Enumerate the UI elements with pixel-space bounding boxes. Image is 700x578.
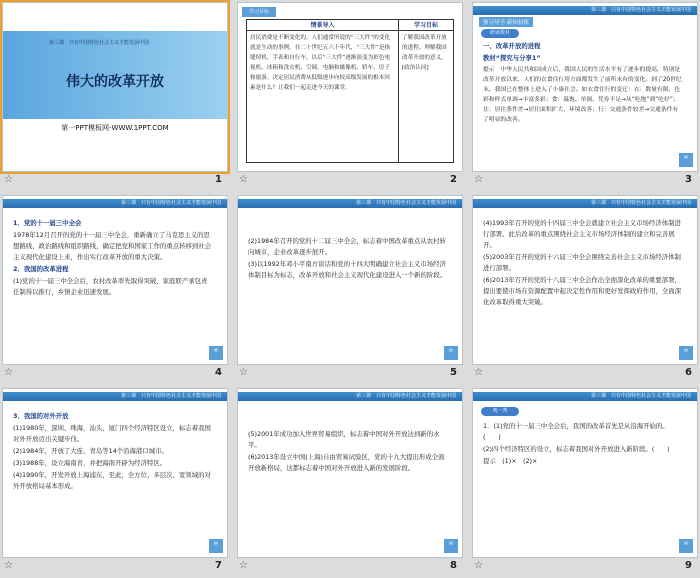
corner-icon: ▤ [209, 346, 223, 360]
slide-number: 9 [685, 560, 692, 571]
table-left-column [247, 20, 399, 162]
slide-body [483, 41, 683, 126]
body-line: (5)2001年成功加入世界贸易组织，标志着中国对外开放达到新的水平。 [248, 430, 440, 449]
corner-icon: ▤ [679, 539, 693, 553]
slide-top-area [3, 3, 227, 29]
slide-cell-9[interactable] [470, 386, 700, 578]
slide-number: 6 [685, 367, 692, 378]
table-header-left: 情景导入 [247, 20, 398, 31]
slide-header-strip [473, 389, 697, 403]
corner-icon: ▤ [679, 346, 693, 360]
slide-thumbnail[interactable] [2, 2, 228, 172]
slide-header-strip [238, 196, 462, 210]
strip-text: 第三课 只有中国特色社会主义才能发展中国 [590, 393, 691, 399]
body-line: (4)1990年，开发开放上海浦东，至此，全方位、多层次、宽领域的对外开放格局基本形成。 [13, 471, 211, 490]
body-line: (5)2003年召开的党的十六届三中全会围绕完善社会主义市场经济体制进行部署。 [483, 253, 681, 272]
slide-header-strip [238, 389, 462, 403]
body-line: 提示 中华人民共和国成立后，我国人民的生活水平有了逐步的提高，特别是改革开放以来，人们的衣食住行用方面都发生了前所未有的变化。到了20世纪末，我国已在整体上进入了小康社会。如衣食住行的变迁：衣：数量有限、色彩和样式单调→丰富多彩；食：温饱、单调、凭券不足→从“吃饱”到“吃好”；住：居住条件差→居住面积扩大、环境改善；行：交通条件较差→交通条件有了明显的改善。 [483, 67, 682, 123]
section-heading: 预习导学·新知初探 [479, 17, 533, 27]
strip-text: 第三课 只有中国特色社会主义才能发展中国 [120, 200, 221, 206]
slide-footer [237, 560, 463, 576]
slide-thumbnail[interactable] [472, 388, 698, 558]
section-pill: 判一判 [481, 407, 519, 416]
strip-text: 第三课 只有中国特色社会主义才能发展中国 [590, 200, 691, 206]
slide-thumbnail[interactable] [472, 2, 698, 172]
body-line: (1)1980年，深圳、珠海、汕头、厦门四个经济特区设立，标志着我国对外开放迈出关键步伐。 [13, 424, 211, 443]
slide-body [13, 411, 213, 493]
body-line: 3．我国的对外开放 [13, 412, 69, 420]
slide-cell-7[interactable] [0, 386, 233, 578]
slide-body [483, 218, 683, 309]
slide-cell-4[interactable] [0, 193, 233, 385]
star-icon[interactable]: ☆ [474, 367, 483, 378]
corner-icon: ▤ [444, 346, 458, 360]
slide-number: 8 [450, 560, 457, 571]
title-band [3, 31, 227, 119]
slide-thumbnail[interactable] [2, 388, 228, 558]
slide-header-strip [3, 389, 227, 403]
slide-footer-text: 第一PPT模板网-WWW.1PPT.COM [61, 124, 169, 132]
slide-header-strip [473, 3, 697, 17]
strip-text: 第三课 只有中国特色社会主义才能发展中国 [590, 7, 691, 13]
body-line: (6)2013年召开的党的十八届三中全会作出全面深化改革的重要部署，提出要使市场在资源配置中起决定性作用和更好发挥政府作用，全面深化改革取得重大突破。 [483, 276, 682, 306]
slide-thumbnail[interactable] [237, 388, 463, 558]
star-icon[interactable]: ☆ [4, 174, 13, 185]
slide-number: 1 [215, 174, 222, 185]
body-line: 1．党的十一届三中全会 [13, 219, 82, 227]
corner-icon: ▤ [679, 153, 693, 167]
strip-text: 第三课 只有中国特色社会主义才能发展中国 [120, 393, 221, 399]
strip-text: 第三课 只有中国特色社会主义才能发展中国 [355, 393, 456, 399]
slide-cell-6[interactable] [470, 193, 700, 385]
slide-tag: 学习目标 [242, 7, 276, 17]
star-icon[interactable]: ☆ [474, 560, 483, 571]
body-line: 一、改革开放的进程 [483, 42, 541, 50]
slide-cell-3[interactable] [470, 0, 700, 192]
body-line: (2)1984年，开放了大连、青岛等14个沿海港口城市。 [13, 447, 168, 455]
body-line: (1)党的十一届三中全会后，农村改革率先取得突破，家庭联产承包责任制得以推行，乡镇企业迅速发展。 [13, 277, 208, 296]
slide-cell-5[interactable] [235, 193, 468, 385]
slide-subtitle: 第三课 只有中国特色社会主义才能发展中国 [49, 40, 150, 46]
slide-cell-8[interactable] [235, 386, 468, 578]
star-icon[interactable]: ☆ [474, 174, 483, 185]
body-line: 1978年12月召开的党的十一届三中全会，重新确立了马克思主义的思想路线、政治路线和组织路线，确定把党和国家工作的重点转移到社会主义现代化建设上来，作出实行改革开放的重大决策。 [13, 231, 212, 261]
slide-number: 5 [450, 367, 457, 378]
slide-body [13, 218, 213, 299]
star-icon[interactable]: ☆ [239, 174, 248, 185]
slide-header-strip [473, 196, 697, 210]
table-left-text: 居民消费是不断变化的。人们通常所说的“三大件”的变化就是生动的事例。在二十世纪五六十年代，“三大件”是指缝纫机、手表和自行车。以后“三大件”逐渐演变为彩色电视机、冰箱和洗衣机、空调、电脑和摄像机、轿车、房子和旅游。决定居民消费从低级逐步向较高级发展的根本因素是什么？让我们一起走进今天的课堂。 [250, 35, 391, 91]
body-line: 教材“探究与分享1” [483, 54, 541, 62]
strip-text: 第三课 只有中国特色社会主义才能发展中国 [355, 200, 456, 206]
slide-footer [472, 367, 698, 383]
table-right-text: 了解我国改革开放的进程。理解我国改革开放的意义。[政治认同] [402, 35, 447, 71]
slide-body [483, 421, 683, 468]
slide-number: 2 [450, 174, 457, 185]
corner-icon: ▤ [209, 539, 223, 553]
slide-footer [2, 560, 228, 576]
slide-cell-2[interactable] [235, 0, 468, 192]
body-line: (2)四个经济特区的设立，标志着我国对外开放进入新阶段。( ) [483, 445, 670, 453]
slide-footer [472, 560, 698, 576]
body-line: 1．(1)党的十一届三中全会后，我国的改革首先是从沿海开始的。( ) [483, 422, 669, 441]
slide-thumbnail[interactable] [237, 195, 463, 365]
star-icon[interactable]: ☆ [4, 560, 13, 571]
slide-header-strip [3, 196, 227, 210]
body-line: 2．我国的改革进程 [13, 265, 69, 273]
slide-body [248, 429, 448, 475]
slide-footer [237, 367, 463, 383]
body-line: (2)1984年召开的党的十二届三中全会，标志着中国改革重点从农村转向城市，企业改革逐步展开。 [248, 237, 446, 256]
slide-number: 3 [685, 174, 692, 185]
body-line: (3)以1992年邓小平南方谈话和党的十四大明确建立社会主义市场经济体制目标为标志，改革开放和社会主义现代化建设进入一个新的阶段。 [248, 260, 447, 279]
table-right-column [399, 20, 453, 162]
corner-icon: ▤ [444, 539, 458, 553]
slide-footer [2, 367, 228, 383]
slide-footer [2, 174, 228, 190]
body-line: (6)2013年设立中国(上海)自由贸易试验区，党的十九大提出形成全面开放新格局，这都标志着中国对外开放进入新的发展阶段。 [248, 453, 445, 472]
slide-number: 7 [215, 560, 222, 571]
slide-cell-1[interactable] [0, 0, 233, 192]
table-header-right: 学习目标 [399, 20, 453, 31]
slide-thumbnail[interactable] [472, 195, 698, 365]
slide-number: 4 [215, 367, 222, 378]
body-line: 提示 (1)× (2)× [483, 457, 538, 465]
section-pill: 研读教材 [481, 29, 519, 38]
slide-footer [472, 174, 698, 190]
slide-thumbnail[interactable] [237, 2, 463, 172]
star-icon[interactable]: ☆ [4, 367, 13, 378]
star-icon[interactable]: ☆ [239, 367, 248, 378]
body-line: (4)1993年召开的党的十四届三中全会就建立社会主义市场经济体制进行部署。此后改革的重点围绕社会主义市场经济体制的建立和完善展开。 [483, 219, 681, 249]
slide-thumbnail[interactable] [2, 195, 228, 365]
intro-table [246, 19, 454, 163]
star-icon[interactable]: ☆ [239, 560, 248, 571]
slide-title: 伟大的改革开放 [66, 74, 164, 90]
body-line: (3)1988年，设立海南省，并把海南开辟为经济特区。 [13, 459, 167, 467]
slide-body [248, 236, 448, 282]
slide-footer [237, 174, 463, 190]
